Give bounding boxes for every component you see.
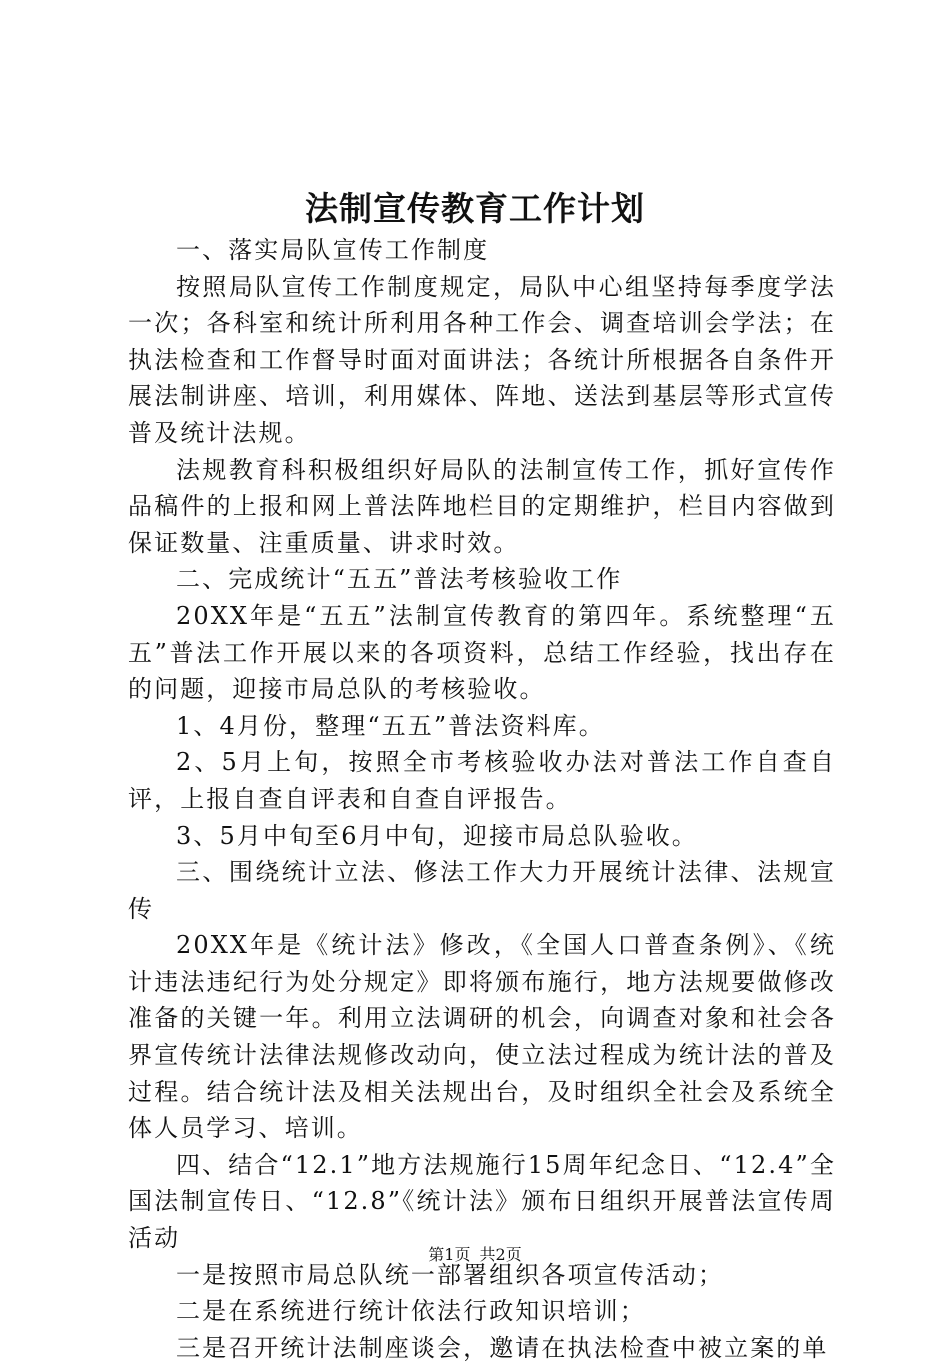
paragraph: 一、落实局队宣传工作制度	[176, 236, 490, 264]
paragraph: 法规教育科积极组织好局队的法制宣传工作，抓好宣传作品稿件的上报和网上普法阵地栏目的定期维护，栏目内容做到保证数量、注重质量、讲求时效。	[128, 455, 836, 557]
page-footer	[0, 1243, 950, 1267]
page-total: 共2页	[479, 1245, 522, 1264]
paragraph: 一是按照市局总队统一部署组织各项宣传活动；	[176, 1260, 725, 1289]
document-title: 法制宣传教育工作计划	[305, 189, 645, 228]
page-number: 第1页	[428, 1245, 471, 1264]
paragraph: 四、结合“12.1”地方法规施行15周年纪念日、“12.4”全国法制宣传日、“12.8”《统计法》颁布日组织开展普法宣传周活动	[128, 1150, 836, 1253]
paragraph: 2、5月上旬，按照全市考核验收办法对普法工作自查自评，上报自查自评表和自查自评报告。	[128, 748, 836, 813]
paragraph: 二是在系统进行统计依法行政知识培训；	[176, 1297, 646, 1326]
paragraph: 20XX年是《统计法》修改，《全国人口普查条例》、《统计违法违纪行为处分规定》即将颁布施行，地方法规要做修改准备的关键一年。利用立法调研的机会，向调查对象和社会各界宣传统计法律法规修改动向，使立法过程成为统计法的普及过程。结合统计法及相关法规出台，及时组织全社会及系统全体人员学习、培训。	[128, 931, 836, 1143]
paragraph: 3、5月中旬至6月中旬，迎接市局总队验收。	[176, 821, 698, 850]
paragraph: 按照局队宣传工作制度规定，局队中心组坚持每季度学法一次；各科室和统计所利用各种工作会、调查培训会学法；在执法检查和工作督导时面对面讲法；各统计所根据各自条件开展法制讲座、培训，利用媒体、阵地、送法到基层等形式宣传普及统计法规。	[128, 272, 836, 447]
paragraph: 1、4月份，整理“五五”普法资料库。	[176, 711, 605, 740]
paragraph: 三、围绕统计立法、修法工作大力开展统计法律、法规宣传	[128, 858, 836, 923]
document-body	[128, 232, 836, 1366]
paragraph: 20XX年是“五五”法制宣传教育的第四年。系统整理“五五”普法工作开展以来的各项资料，总结工作经验，找出存在的问题，迎接市局总队的考核验收。	[128, 601, 836, 704]
paragraph: 二、完成统计“五五”普法考核验收工作	[176, 565, 623, 594]
paragraph: 三是召开统计法制座谈会，邀请在执法检查中被立案的单	[176, 1333, 829, 1362]
